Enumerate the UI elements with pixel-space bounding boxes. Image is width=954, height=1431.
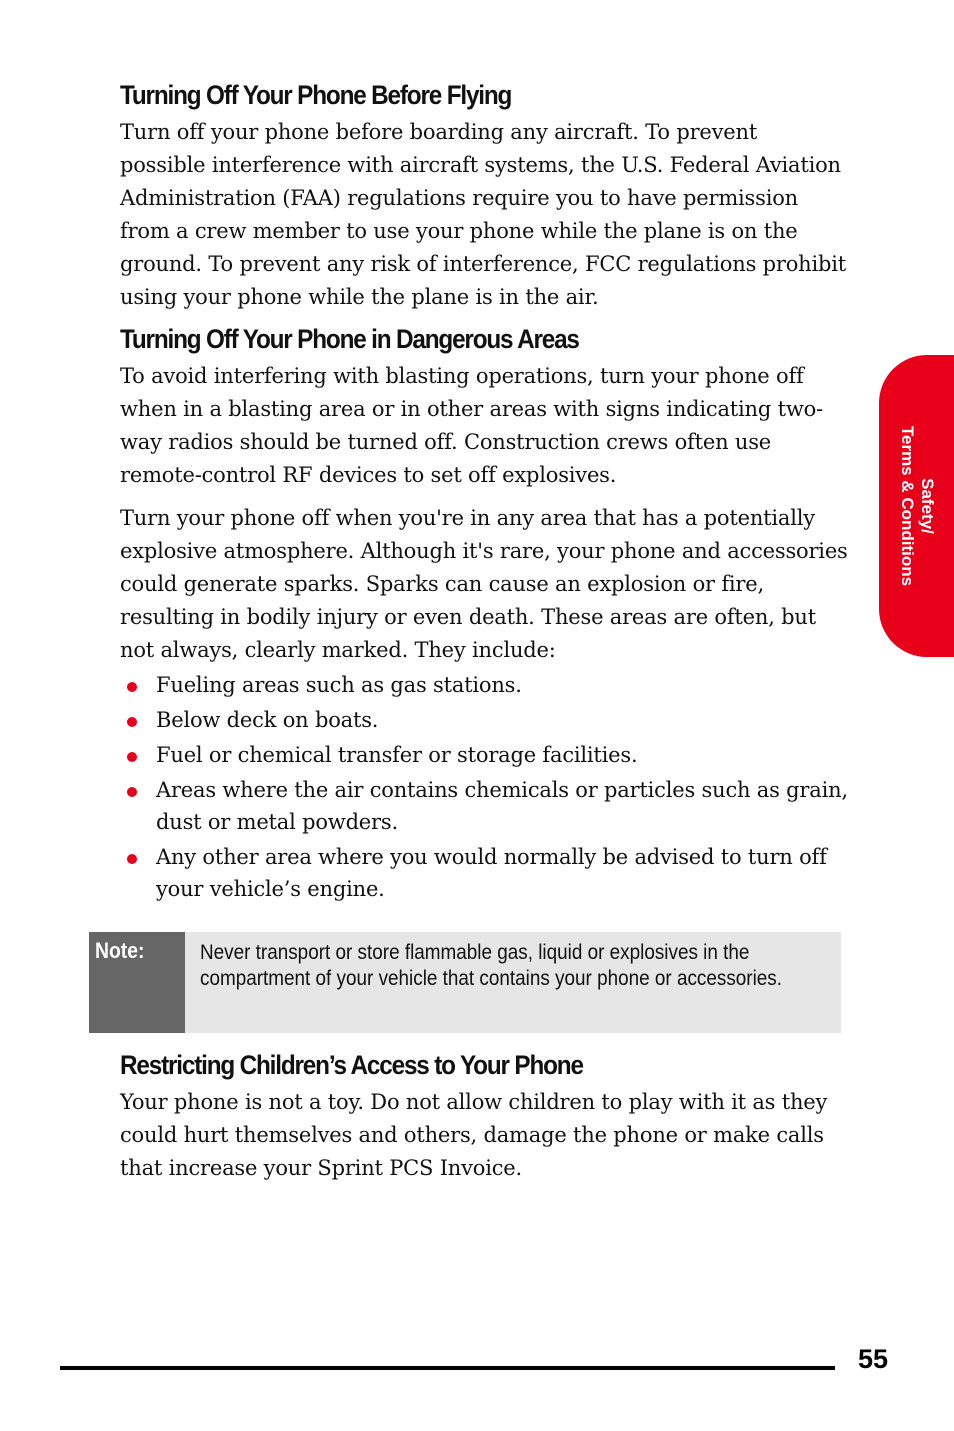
heading-flying: Turning Off Your Phone Before Flying <box>120 80 512 110</box>
section-tab-line1: Safety/ <box>918 478 937 534</box>
hazard-list <box>120 669 848 905</box>
section-tab-label <box>897 426 937 586</box>
note-label: Note: <box>95 938 145 963</box>
bullet-icon <box>127 752 137 762</box>
note-box <box>89 932 841 1033</box>
note-text: Never transport or store flammable gas, liquid or explosives in the compartment of your vehicle that contains your phone or accessories. <box>200 941 783 990</box>
bullet-icon <box>127 717 137 727</box>
list-item: Fuel or chemical transfer or storage facilities. <box>120 739 848 771</box>
footer-rule <box>60 1366 835 1370</box>
bullet-icon <box>127 854 137 864</box>
paragraph-explosive: Turn your phone off when you're in any area that has a potentially explosive atmosphere. Although it's rare, your phone and accessories could generate sparks. Sparks can cause an explosion or fire, resulting in bodily injury or even death. These areas are often, but not always, clearly marked. They include: <box>120 506 848 662</box>
note-label-block <box>89 932 185 1033</box>
paragraph-children: Your phone is not a toy. Do not allow children to play with it as they could hurt themselves and others, damage the phone or make calls that increase your Sprint PCS Invoice. <box>120 1090 828 1180</box>
paragraph-blasting: To avoid interfering with blasting operations, turn your phone off when in a blasting area or in other areas with signs indicating two-way radios should be turned off. Construction crews often use remote-control RF devices to set off explosives. <box>120 364 823 487</box>
list-item: Fueling areas such as gas stations. <box>120 669 848 701</box>
section-tab-line2: Terms & Conditions <box>898 425 917 587</box>
main-content <box>120 78 848 908</box>
heading-children: Restricting Children’s Access to Your Phone <box>120 1050 583 1080</box>
heading-dangerous-areas: Turning Off Your Phone in Dangerous Areas <box>120 324 579 354</box>
children-section <box>120 1048 848 1185</box>
bullet-icon <box>127 787 137 797</box>
list-item: Below deck on boats. <box>120 704 848 736</box>
list-item: Areas where the air contains chemicals or particles such as grain, dust or metal powders. <box>120 774 848 838</box>
list-item: Any other area where you would normally be advised to turn off your vehicle’s engine. <box>120 841 848 905</box>
page-number: 55 <box>858 1344 889 1374</box>
bullet-icon <box>127 682 137 692</box>
paragraph-flying: Turn off your phone before boarding any aircraft. To prevent possible interference with aircraft systems, the U.S. Federal Aviation Administration (FAA) regulations require you to have permission from a crew member to use your phone while the plane is on the ground. To prevent any risk of interference, FCC regulations prohibit using your phone while the plane is in the air. <box>120 120 846 309</box>
